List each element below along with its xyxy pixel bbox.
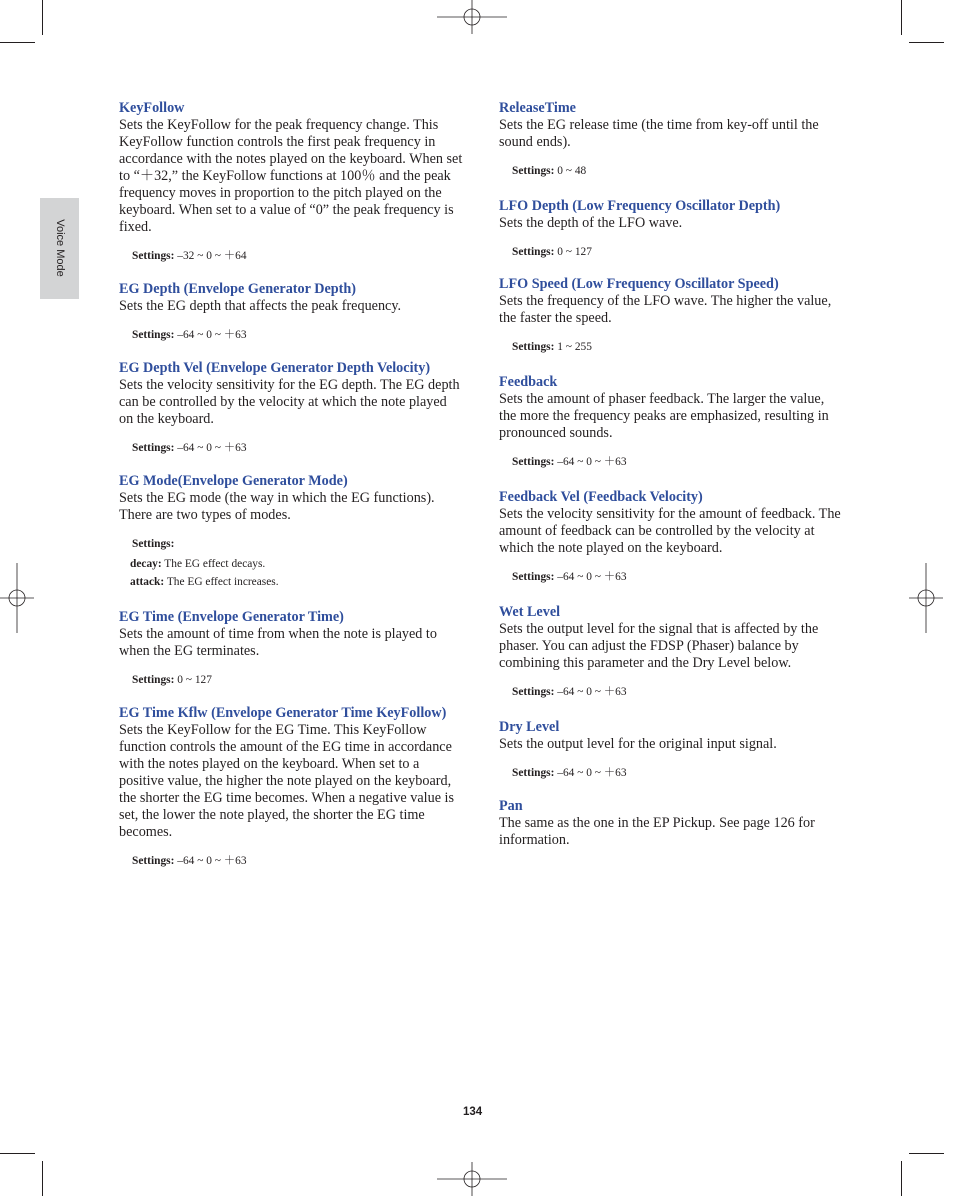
settings-value: 0 ~ 127: [557, 246, 592, 258]
parameter-description: Sets the amount of phaser feedback. The larger the value, the more the frequency peaks are emphasized, resulting in pronounced sounds.: [499, 391, 829, 441]
parameter-entry: [119, 705, 464, 868]
parameter-entry: [499, 100, 844, 178]
settings-label: Settings:: [512, 165, 555, 177]
parameter-description: Sets the KeyFollow for the EG Time. This KeyFollow function controls the amount of the EG time in accordance with the notes played on the keyboard. When set to a positive value, the higher the note played on the keyboard, the shorter the EG time becomes. When a negative value is set, the lower the note played, the shorter the EG time becomes.: [119, 722, 454, 840]
crop-mark: [0, 1153, 35, 1154]
parameter-description: Sets the depth of the LFO wave.: [499, 215, 683, 231]
parameter-description: Sets the EG release time (the time from key-off until the sound ends).: [499, 117, 819, 150]
settings-line: [132, 328, 464, 342]
parameter-heading: Pan: [499, 798, 523, 814]
settings-value: 0 ~ 48: [557, 165, 587, 177]
settings-option: [130, 573, 464, 591]
parameter-entry: [499, 719, 844, 780]
settings-label: Settings:: [132, 329, 175, 341]
parameter-description: Sets the EG depth that affects the peak frequency.: [119, 298, 402, 314]
registration-mark-top: [437, 0, 507, 34]
settings-line: [132, 537, 464, 551]
parameter-heading: EG Mode(Envelope Generator Mode): [119, 473, 348, 489]
settings-label: Settings:: [512, 686, 555, 698]
parameter-description: Sets the velocity sensitivity for the EG depth. The EG depth can be controlled by the velocity at which the note played on the keyboard.: [119, 377, 460, 427]
parameter-entry: [119, 100, 464, 263]
settings-option: [130, 555, 464, 573]
parameter-entry: [499, 198, 844, 259]
parameter-heading: Feedback Vel (Feedback Velocity): [499, 489, 703, 505]
settings-label: Settings:: [512, 767, 555, 779]
parameter-heading: EG Time Kflw (Envelope Generator Time KeyFollow): [119, 705, 447, 721]
option-term: decay:: [130, 558, 162, 570]
settings-value: –64 ~ 0 ~ ＋63: [177, 442, 247, 454]
parameter-heading: KeyFollow: [119, 100, 185, 116]
crop-mark: [909, 42, 944, 43]
settings-label: Settings:: [512, 456, 555, 468]
left-column: [119, 100, 464, 868]
settings-value: 0 ~ 127: [177, 674, 212, 686]
settings-line: [512, 685, 844, 699]
parameter-entry: [499, 798, 844, 849]
parameter-description: Sets the KeyFollow for the peak frequency change. This KeyFollow function controls the first peak frequency in accordance with the notes played on the keyboard. When set to “＋32,” the KeyFollow functions at 100％ and the peak frequency moves in proportion to the pitch played on the keyboard. When set to a value of “0” the peak frequency is fixed.: [119, 117, 463, 235]
option-description: The EG effect decays.: [164, 558, 266, 570]
settings-line: [132, 673, 464, 687]
parameter-heading: LFO Depth (Low Frequency Oscillator Depth): [499, 198, 781, 214]
parameter-entry: [499, 374, 844, 469]
settings-line: [512, 455, 844, 469]
crop-mark: [901, 0, 902, 35]
settings-value: –64 ~ 0 ~ ＋63: [557, 571, 627, 583]
parameter-entry: [119, 360, 464, 455]
settings-label: Settings:: [132, 674, 175, 686]
settings-label: Settings:: [512, 246, 555, 258]
parameter-entry: [119, 609, 464, 687]
option-description: The EG effect increases.: [166, 576, 279, 588]
settings-label: Settings:: [132, 538, 175, 550]
crop-mark: [42, 1161, 43, 1196]
parameter-entry: [119, 473, 464, 591]
settings-value: –32 ~ 0 ~ ＋64: [177, 250, 247, 262]
parameter-description: Sets the output level for the original input signal.: [499, 736, 777, 752]
side-tab-label: Voice Mode: [54, 219, 66, 277]
parameter-heading: ReleaseTime: [499, 100, 576, 116]
settings-line: [512, 570, 844, 584]
settings-label: Settings:: [132, 250, 175, 262]
parameter-entry: [499, 489, 844, 584]
parameter-entry: [119, 281, 464, 342]
right-column: [499, 100, 844, 849]
settings-value: –64 ~ 0 ~ ＋63: [177, 855, 247, 867]
registration-mark-bottom: [437, 1162, 507, 1196]
settings-label: Settings:: [132, 442, 175, 454]
parameter-description: Sets the amount of time from when the note is played to when the EG terminates.: [119, 626, 437, 659]
parameter-description: Sets the velocity sensitivity for the amount of feedback. The amount of feedback can be controlled by the velocity at which the note played on the keyboard.: [499, 506, 841, 556]
registration-mark-left: [0, 563, 34, 633]
parameter-heading: Wet Level: [499, 604, 561, 620]
settings-line: [132, 441, 464, 455]
registration-mark-right: [909, 563, 943, 633]
settings-value: –64 ~ 0 ~ ＋63: [557, 456, 627, 468]
page-number: 134: [463, 1106, 483, 1118]
settings-value: –64 ~ 0 ~ ＋63: [557, 767, 627, 779]
settings-label: Settings:: [132, 855, 175, 867]
parameter-heading: EG Depth (Envelope Generator Depth): [119, 281, 356, 297]
settings-line: [512, 164, 844, 178]
settings-label: Settings:: [512, 571, 555, 583]
parameter-entry: [499, 604, 844, 699]
settings-label: Settings:: [512, 341, 555, 353]
parameter-description: Sets the output level for the signal that is affected by the phaser. You can adjust the FDSP (Phaser) balance by combining this parameter and the Dry Level below.: [499, 621, 819, 671]
parameter-entry: [499, 276, 844, 354]
parameter-heading: Feedback: [499, 374, 558, 390]
parameter-heading: EG Time (Envelope Generator Time): [119, 609, 344, 625]
settings-line: [132, 249, 464, 263]
parameter-heading: LFO Speed (Low Frequency Oscillator Speed): [499, 276, 779, 292]
settings-line: [512, 766, 844, 780]
crop-mark: [909, 1153, 944, 1154]
settings-line: [512, 245, 844, 259]
settings-line: [512, 340, 844, 354]
crop-mark: [42, 0, 43, 35]
option-term: attack:: [130, 576, 165, 588]
side-tab: [40, 198, 79, 299]
settings-value: 1 ~ 255: [557, 341, 592, 353]
settings-value: –64 ~ 0 ~ ＋63: [557, 686, 627, 698]
settings-value: –64 ~ 0 ~ ＋63: [177, 329, 247, 341]
parameter-heading: Dry Level: [499, 719, 560, 735]
parameter-description: Sets the frequency of the LFO wave. The higher the value, the faster the speed.: [499, 293, 832, 326]
crop-mark: [0, 42, 35, 43]
parameter-heading: EG Depth Vel (Envelope Generator Depth Velocity): [119, 360, 431, 376]
crop-mark: [901, 1161, 902, 1196]
settings-line: [132, 854, 464, 868]
parameter-description: Sets the EG mode (the way in which the EG functions). There are two types of modes.: [119, 490, 435, 523]
parameter-description: The same as the one in the EP Pickup. See page 126 for information.: [499, 815, 815, 848]
